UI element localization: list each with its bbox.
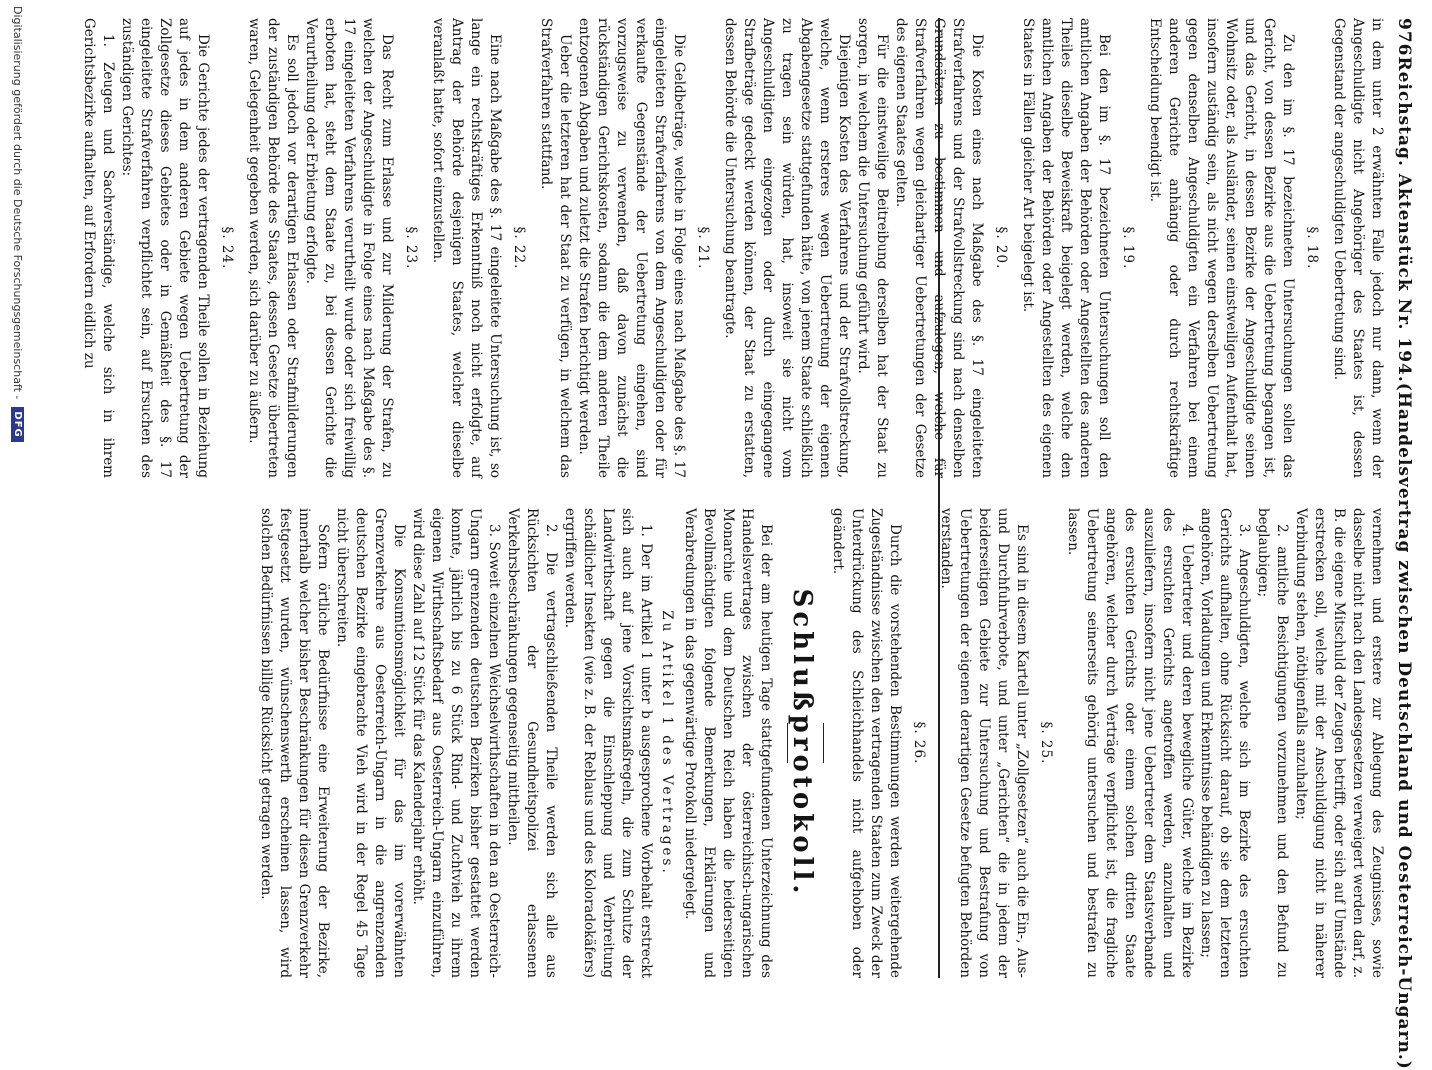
section-25-text: Es sind in diesem Kartell unter „Zollgesetzen“ auch die Ein-, Aus- und Durchfuhrverbote, und unter „Gerichten“ die in jedem der beiderseitigen Gebiete zur Untersuchung und Bestrafung von Uebertretungen der eigenen derartigen Gesetze befugten Behörden verstanden. — [938, 508, 1030, 978]
right-column — [256, 508, 1386, 978]
section-25-title: §. 25. — [1038, 721, 1054, 765]
section-19-text: Bei den im §. 17 bezeichneten Untersuchungen soll den amtlichen Angaben der Behörden oder Angestellten des anderen Theiles dieselbe Beweiskraft beigelegt werden, welche den amtlichen Angaben der Behörden oder Angestellten des eigenen Staates in Fällen gleicher Art beigelegt ist. — [1020, 18, 1112, 478]
section-23-para-2: Es soll jedoch vor derartigen Erlassen oder Strafmilderungen der zuständigen Behörde des Staates, dessen Gesetze übertreten waren, Gelegenheit gegeben werden, sich darüber zu äußern. — [246, 18, 300, 478]
article-1-heading: Zu Artikel 1 des Vertrages. — [659, 610, 675, 876]
page-number: 976 — [1394, 18, 1414, 57]
section-21-title: §. 21. — [695, 226, 711, 270]
dfg-logo: DFG — [11, 407, 24, 441]
section-22-title: §. 22. — [511, 226, 527, 270]
continuation-paragraph: vernehmen und erstere zur Ablegung des Zeugnisses, sowie dasselbe nicht nach den Landesgesetzen verweigert werden darf, z. B. die eigene Mitschuld der Zeugen betrifft, oder sich auf Umstände erstrecken soll, welche mit der Anschuldigung nicht in näherer Verbindung stehen, nöthigenfalls anzuhalten; — [1293, 508, 1385, 978]
protocol-item-2: 2. Die vertragschließenden Theile werden sich alle aus Rücksichten der Gesundheitspolizei erlassenen Verkehrsbeschränkungen gegenseitig mittheilen. — [505, 508, 559, 978]
protocol-konsum-paragraph: Die Konsumtionsmöglichkeit für das im vorerwähnten Grenzverkehre aus Oesterreich-Ungarn in die angrenzenden deutschen Bezirke eingebrachte Vieh wird in der Regel 45 Tage nicht überschreiten. — [334, 508, 407, 978]
section-19-title: §. 19. — [1120, 226, 1136, 270]
protocol-heading: Schlußprotokoll. — [787, 588, 817, 898]
section-20-para-1: Die Kosten eines nach Maßgabe des §. 17 eingeleiteten Strafverfahrens und der Strafvollstreckung sind nach denselben Grundsätzen zu bestimmen und aufzulegen, welche für Strafverfahren wegen gleichartiger Uebertretungen der Gesetze des eigenen Staates gelten. — [893, 18, 985, 478]
protocol-item-1: 1. Der im Artikel 1 unter b ausgesprochene Vorbehalt erstreckt sich auch auf jene Vorsichtsmaßregeln, die zum Schutze der Landwirthschaft gegen die Einschleppung und Verbreitung schädlicher Insekten (wie z. B. der Reblaus und des Koloradokäfers) ergriffen werden. — [562, 508, 654, 978]
section-21-para-1: Die Geldbeträge, welche in Folge eines nach Maßgabe des §. 17 eingeleiteten Strafverfahrens von dem Angeschuldigten oder für verkaufte Gegenstände der Uebertretung eingehen, sind vorzugsweise zu verwenden, daß davon zunächst die rückständigen Gerichtskosten, sodann die dem anderen Theile entzogenen Abgaben und zuletzt die Strafen berichtigt werden. — [576, 18, 687, 478]
section-18-text: Zu den im §. 17 bezeichneten Untersuchungen sollen das Gericht, von dessen Bezirke aus die Uebertretung begangen ist, und das Gericht, in dessen Bezirke der Angeschuldigte seinen Wohnsitz oder, als Ausländer, seinen einstweiligen Aufenthalt hat, insofern zuständig sein, als nicht wegen derselben Uebertretung gegen denselben Angeschuldigten ein Verfahren bei einem anderen Gerichte anhängig oder durch rechtskräftige Entscheidung beendigt ist. — [1147, 18, 1296, 478]
intro-paragraph: in dem unter 2 erwähnten Falle jedoch nur dann, wenn der Angeschuldigte nicht Angehöriger des Staates ist, dessen Gegenstand der angeschuldigten Uebertretung sind. — [1331, 18, 1385, 478]
list-item-4: 4. Uebertreter und deren bewegliche Güter, welche im Bezirke des ersuchten Gerichts angetroffen werden, anzuhalten und auszuliefern, insofern nicht jene Uebertreter dem Staatsverbande des ersuchten Gerichts oder einem solchen dritten Staate angehören, welcher durch Verträge verpflichtet ist, die fragliche Uebertretung seinerseits gehörig untersuchen und bestrafen zu lassen. — [1065, 508, 1195, 978]
digitization-footer — [11, 0, 24, 1006]
section-23-para-1: Das Recht zum Erlasse und zur Milderung der Strafen, zu welchen der Angeschuldigte in Folge eines nach Maßgabe des §. 17 eingeleiteten Verfahrens verurtheilt wurde oder sich freiwillig erboten hat, steht dem Staate zu, bei dessen Gerichte die Verurtheilung oder Erbietung erfolgte. — [303, 18, 395, 478]
section-22-text: Eine nach Maßgabe des §. 17 eingeleitete Untersuchung ist, so lange ein rechtskräftiges Erkenntniß noch nicht erfolgte, auf Antrag der Behörde desjenigen Staates, welcher dieselbe veranlaßt hatte, sofort einzustellen. — [430, 18, 503, 478]
protocol-last-paragraph: Sofern örtliche Bedürfnisse eine Erweiterung der Bezirke, innerhalb welcher bisher Beschränkungen für diesen Grenzverkehr festgesetzt wurden, wünschenswerth erscheinen lassen, wird solchen Bedürfnissen billige Rücksicht getragen werden. — [258, 508, 331, 978]
footer-text: Digitalisierung gefördert durch die Deutsche Forschungsgemeinschaft - — [11, 6, 24, 400]
section-26-text: Durch die vorstehenden Bestimmungen werden weitergehende Zugeständnisse zwischen den vertragenden Staaten zum Zweck der Unterdrückung des Schleichhandels nicht aufgehoben oder geändert. — [830, 508, 903, 978]
list-item-3: 3. Angeschuldigten, welche sich im Bezirke des ersuchten Gerichts aufhalten, ohne Rücksicht darauf, ob sie dem letzteren angehören, Vorladungen und Erkenntnisse behändigen zu lassen; — [1198, 508, 1252, 978]
section-26-title: §. 26. — [911, 721, 927, 765]
protocol-item-3: 3. Soweit einzelnen Weichselwirthschaften in den an Oesterreich-Ungarn grenzenden deutschen Bezirken bisher gestattet werden konnte, jährlich bis zu 6 Stück Rind- und Zuchtvieh zu ihrem eigenen Wirthschaftsbedarf aus Oesterreich-Ungarn einzuführen, wird diese Zahl auf 12 Stück für das Kalenderjahr erhöht. — [410, 508, 502, 978]
section-20-para-2: Für die einstweilige Beitreibung derselben hat der Staat zu sorgen, in welchem die Untersuchung geführt wird. — [855, 18, 890, 478]
section-23-title: §. 23. — [403, 226, 419, 270]
section-20-para-3: Diejenigen Kosten des Verfahrens und der Strafvollstreckung, welche, wenn ersteres wegen Uebertretung der eigenen Abgabengesetze stattgefunden hätte, von jenem Staate schließlich zu tragen sein würden, hat, insoweit sie nicht vom Angeschuldigten eingezogen oder durch eingegangene Strafbeträge gedeckt werden können, der Staat zu erstatten, dessen Behörde die Untersuchung beantragte. — [722, 18, 852, 478]
section-20-title: §. 20. — [993, 226, 1009, 270]
list-item-2: 2. amtliche Besichtigungen vorzunehmen und den Befund zu beglaubigen; — [1255, 508, 1290, 978]
section-18-title: §. 18. — [1304, 226, 1320, 270]
section-24-para-1: Die Gerichte jedes der vertragenden Theile sollen in Beziehung auf jedes in dem anderen Gebiete wegen Uebertretung der Zollgesetze dieses Gebietes oder in Gemäßheit des §. 17 eingeleitete Strafverfahren verpflichtet sein, auf Ersuchen des zuständigen Gerichtes: — [119, 18, 211, 478]
left-column — [79, 18, 1386, 478]
section-21-para-2: Ueber die letzteren hat der Staat zu verfügen, in welchem das Strafverfahren stattfand. — [538, 18, 573, 478]
section-24-title: §. 24. — [219, 226, 235, 270]
page-title: Reichstag. Aktenstück Nr. 194. — [1394, 56, 1414, 383]
page-subtitle: (Handelsvertrag zwischen Deutschland und Oesterreich-Ungarn.) — [1394, 382, 1414, 1070]
page-header — [1394, 18, 1414, 1070]
section-24-para-2: 1. Zeugen und Sachverständige, welche sich in ihrem Gerichtsbezirke aufhalten, auf Erfordern eidlich zu — [81, 18, 116, 478]
short-divider — [823, 723, 824, 763]
protocol-intro: Bei der am heutigen Tage stattgefundenen Unterzeichnung des Handelsvertrages zwischen der österreichisch-ungarischen Monarchie und dem Deutschen Reich haben die beiderseitigen Bevollmächtigten folgende Bemerkungen, Erklärungen und Verabredungen in das gegenwärtige Protokoll niedergelegt. — [682, 508, 774, 978]
